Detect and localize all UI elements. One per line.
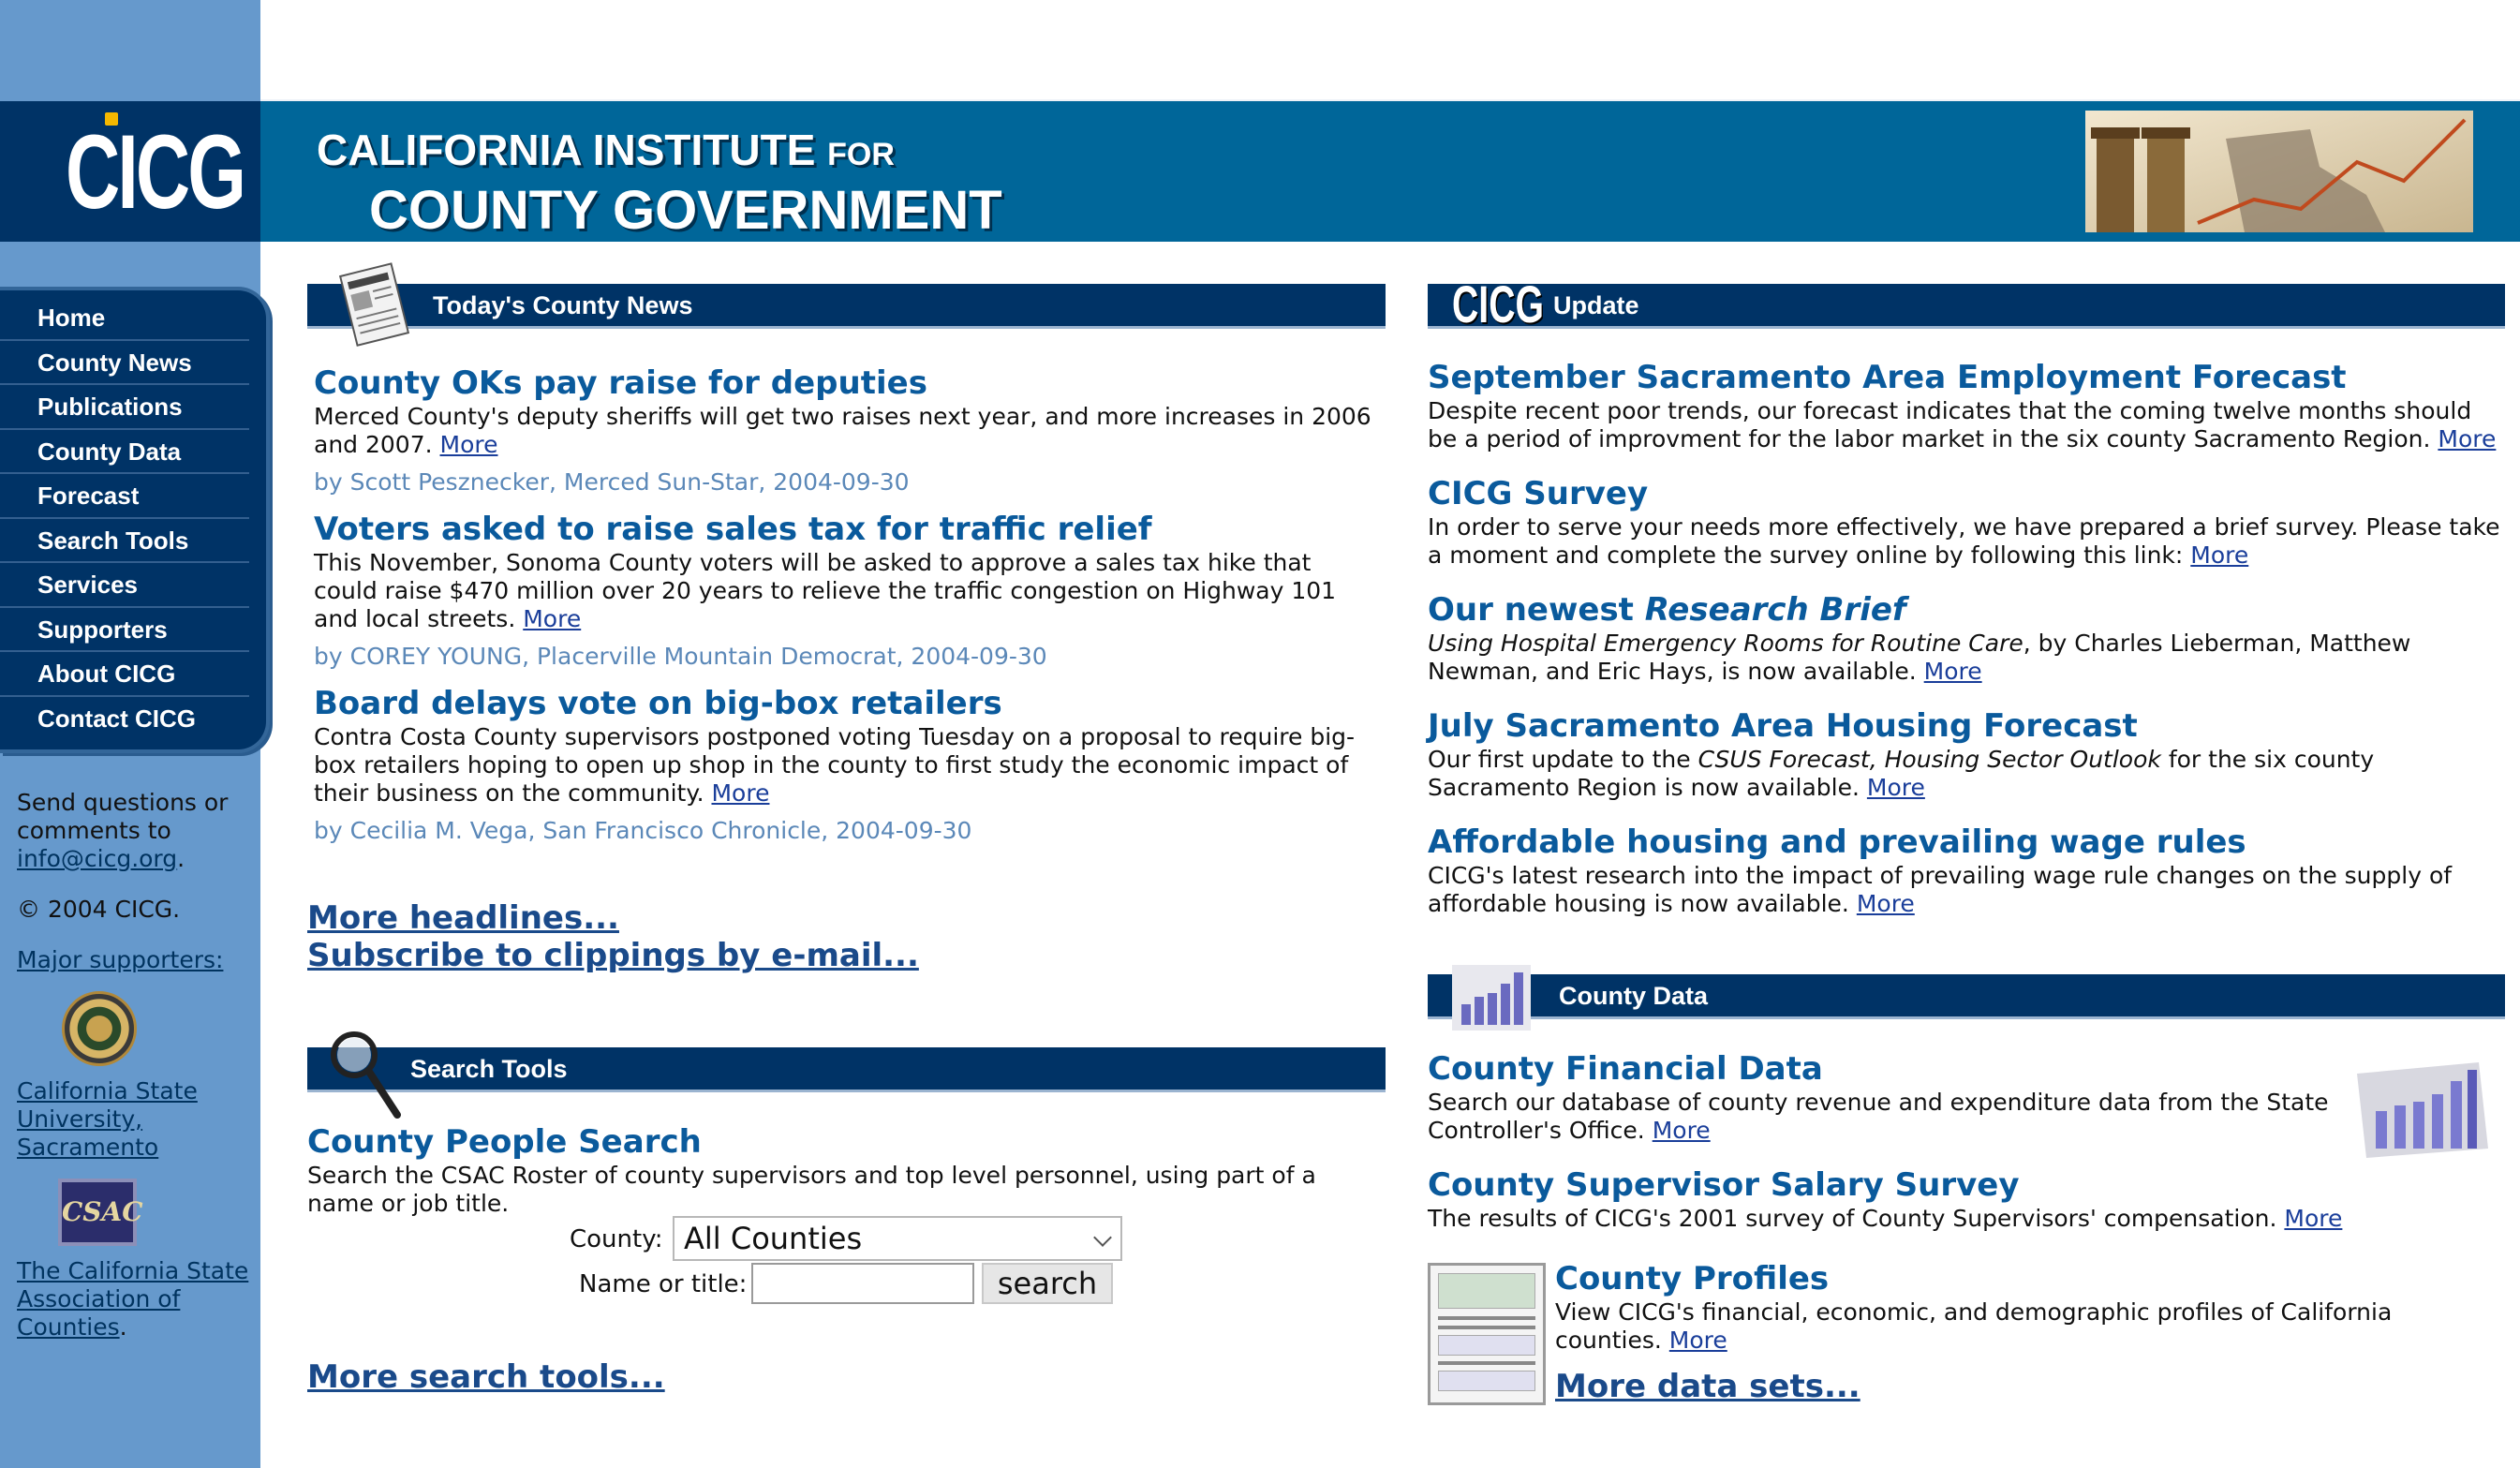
columns-chart-banner-image <box>2085 111 2473 232</box>
update-body: In order to serve your needs more effectively, we have prepared a brief survey. Please take a moment and complete the survey online by following this link: <box>1428 513 2500 569</box>
update-body: CICG's latest research into the impact of prevailing wage rule changes on the supply of affordable housing is now available. <box>1428 862 2453 917</box>
news-story <box>314 510 1382 671</box>
news-headline[interactable]: Board delays vote on big-box retailers <box>314 685 1002 722</box>
bar-chart-icon <box>1452 965 1531 1031</box>
nav-home[interactable]: Home <box>0 296 249 341</box>
county-profiles-block <box>1555 1259 2492 1405</box>
cicg-logo[interactable] <box>0 101 260 242</box>
news-byline: by COREY YOUNG, Placerville Mountain Democrat, 2004-09-30 <box>314 643 1047 670</box>
copyright: © 2004 CICG. <box>17 896 181 923</box>
update-title[interactable]: September Sacramento Area Employment Forecast <box>1428 359 2347 396</box>
update-title-plain: Our newest <box>1428 591 1645 629</box>
county-data-body: View CICG's financial, economic, and demographic profiles of California counties. <box>1555 1298 2393 1354</box>
csac-logo-icon[interactable]: CSAC <box>58 1179 137 1246</box>
update-body-italic: Using Hospital Emergency Rooms for Routine Care <box>1428 630 2023 657</box>
news-headline[interactable]: County OKs pay raise for deputies <box>314 364 927 402</box>
nav-publications[interactable]: Publications <box>0 385 249 430</box>
news-more-links <box>307 899 1375 974</box>
sidebar-info: Send questions or comments to info@cicg.org. © 2004 CICG. Major supporters: California State University, Sacramento CSAC The California State Association of Counties. <box>17 789 251 1342</box>
news-body-text: This November, Sonoma County voters will be asked to approve a sales tax hike that could raise $470 million over 20 years to relieve the traffic congestion on Highway 101 and local streets. <box>314 549 1337 632</box>
news-section-header <box>307 284 1386 329</box>
more-search-tools <box>307 1358 1057 1396</box>
news-body-text: Merced County's deputy sheriffs will get two raises next year, and more increases in 2006 and 2007. <box>314 403 1371 458</box>
update-list <box>1428 358 2505 939</box>
csus-seal-icon[interactable] <box>62 991 137 1066</box>
name-title-input[interactable] <box>751 1263 974 1304</box>
more-link[interactable]: More <box>1866 774 1925 801</box>
financial-chart-thumbnail[interactable] <box>2348 1055 2498 1165</box>
update-body: Despite recent poor trends, our forecast indicates that the coming twelve months should be a period of improvment for the labor market in the six county Sacramento Region. <box>1428 397 2472 452</box>
chevron-down-icon <box>1093 1228 1112 1247</box>
supporter-csus-link[interactable]: California State University, Sacramento <box>17 1077 198 1161</box>
more-link[interactable]: More <box>1923 658 1982 685</box>
update-section-header <box>1428 274 2505 334</box>
more-link[interactable]: More <box>439 431 498 458</box>
contact-email-link[interactable]: info@cicg.org <box>17 845 178 872</box>
more-headlines-link[interactable]: More headlines... <box>307 899 619 937</box>
news-body-text: Contra Costa County supervisors postponed voting Tuesday on a proposal to require big-box retailers hoping to open up shop in the county to first study the economic impact of their business on the community. <box>314 723 1356 807</box>
more-link[interactable]: More <box>1856 890 1915 917</box>
main-nav <box>0 287 270 753</box>
county-data-list <box>1428 1049 2346 1253</box>
update-title[interactable]: July Sacramento Area Housing Forecast <box>1428 707 2138 745</box>
update-body-post: for the six county Sacramento Region is now available. <box>1428 746 2375 801</box>
supporter-csac-link[interactable]: The California State Association of Counties <box>17 1257 249 1341</box>
county-profile-thumbnail[interactable] <box>1428 1263 1546 1405</box>
news-body <box>314 549 1382 633</box>
update-title-italic: Research Brief <box>1644 591 1906 629</box>
news-byline: by Cecilia M. Vega, San Francisco Chronicle, 2004-09-30 <box>314 817 972 844</box>
nav-county-news[interactable]: County News <box>0 341 249 386</box>
nav-contact-cicg[interactable]: Contact CICG <box>37 704 196 733</box>
update-cicg-logo: CICG <box>1452 274 1544 334</box>
update-item <box>1428 706 2505 802</box>
county-label: County: <box>570 1225 663 1253</box>
people-search-block <box>307 1122 1375 1218</box>
site-title-for: FOR <box>827 137 895 172</box>
contact-paragraph: Send questions or comments to info@cicg.org. <box>17 789 229 872</box>
update-item <box>1428 358 2505 453</box>
contact-text: Send questions or comments to <box>17 789 229 844</box>
top-strip <box>260 0 2520 101</box>
name-label: Name or title: <box>579 1270 748 1298</box>
county-data-section-header <box>1428 974 2505 1019</box>
site-title-line1: CALIFORNIA INSTITUTE <box>317 126 816 174</box>
county-data-section-title: County Data <box>1559 982 1709 1010</box>
update-title[interactable]: Affordable housing and prevailing wage rules <box>1428 823 2246 861</box>
logo-text: CICG <box>66 113 245 230</box>
update-section-title: Update <box>1553 291 1639 319</box>
site-title <box>317 124 1002 241</box>
more-link[interactable]: More <box>2284 1205 2343 1232</box>
county-data-item <box>1428 1165 2458 1233</box>
subscribe-clippings-link[interactable]: Subscribe to clippings by e-mail... <box>307 937 919 974</box>
more-link[interactable]: More <box>1668 1327 1727 1354</box>
news-list <box>314 363 1382 858</box>
news-headline[interactable]: Voters asked to raise sales tax for traffic relief <box>314 511 1152 548</box>
more-data-sets-link[interactable]: More data sets... <box>1555 1368 1860 1405</box>
news-story <box>314 684 1382 845</box>
update-body: , by Charles Lieberman, Matthew Newman, and Eric Hays, is now available. <box>1428 630 2411 685</box>
people-search-desc: Search the CSAC Roster of county supervisors and top level personnel, using part of a name or job title. <box>307 1162 1316 1217</box>
county-select[interactable] <box>673 1216 1122 1261</box>
update-title[interactable] <box>1428 590 2505 630</box>
update-body-pre: Our first update to the <box>1428 746 1698 773</box>
update-title[interactable]: CICG Survey <box>1428 475 1649 512</box>
site-title-line2: COUNTY GOVERNMENT <box>369 180 1002 241</box>
nav-supporters[interactable]: Supporters <box>0 608 249 653</box>
major-supporters-link[interactable]: Major supporters: <box>17 946 224 973</box>
more-search-tools-link[interactable]: More search tools... <box>307 1358 665 1396</box>
search-button[interactable]: search <box>982 1263 1113 1304</box>
news-story <box>314 363 1382 497</box>
nav-search-tools[interactable]: Search Tools <box>0 519 249 564</box>
newspaper-icon <box>335 259 414 353</box>
more-link[interactable]: More <box>523 605 582 632</box>
nav-about-cicg[interactable]: About CICG <box>0 652 249 697</box>
magnifier-icon <box>320 1023 410 1126</box>
county-data-title[interactable]: County Profiles <box>1555 1260 1830 1297</box>
news-byline: by Scott Pesznecker, Merced Sun-Star, 2004-09-30 <box>314 468 910 496</box>
update-item <box>1428 474 2505 570</box>
more-link[interactable]: More <box>2190 541 2249 569</box>
county-data-title[interactable]: County Supervisor Salary Survey <box>1428 1166 2020 1204</box>
news-section-title: Today's County News <box>433 291 693 319</box>
nav-county-data[interactable]: County Data <box>0 430 249 475</box>
update-item <box>1428 823 2505 918</box>
more-link[interactable]: More <box>711 779 770 807</box>
search-tools-section-title: Search Tools <box>410 1055 568 1083</box>
news-body <box>314 723 1382 808</box>
county-data-body: Search our database of county revenue and expenditure data from the State Controller's Office. <box>1428 1089 2329 1144</box>
more-link[interactable]: More <box>2438 425 2497 452</box>
county-select-value: All Counties <box>684 1221 863 1256</box>
county-data-body: The results of CICG's 2001 survey of County Supervisors' compensation. <box>1428 1205 2277 1232</box>
site-banner <box>0 101 2520 242</box>
update-body-italic: CSUS Forecast, Housing Sector Outlook <box>1697 746 2161 773</box>
county-data-title[interactable]: County Financial Data <box>1428 1050 1823 1088</box>
search-tools-section-header <box>307 1047 1386 1092</box>
county-data-item <box>1428 1049 2346 1145</box>
update-item <box>1428 590 2505 686</box>
nav-services[interactable]: Services <box>0 563 249 608</box>
news-body <box>314 403 1382 459</box>
nav-forecast[interactable]: Forecast <box>0 474 249 519</box>
more-link[interactable]: More <box>1652 1117 1711 1144</box>
people-search-title[interactable]: County People Search <box>307 1123 702 1161</box>
